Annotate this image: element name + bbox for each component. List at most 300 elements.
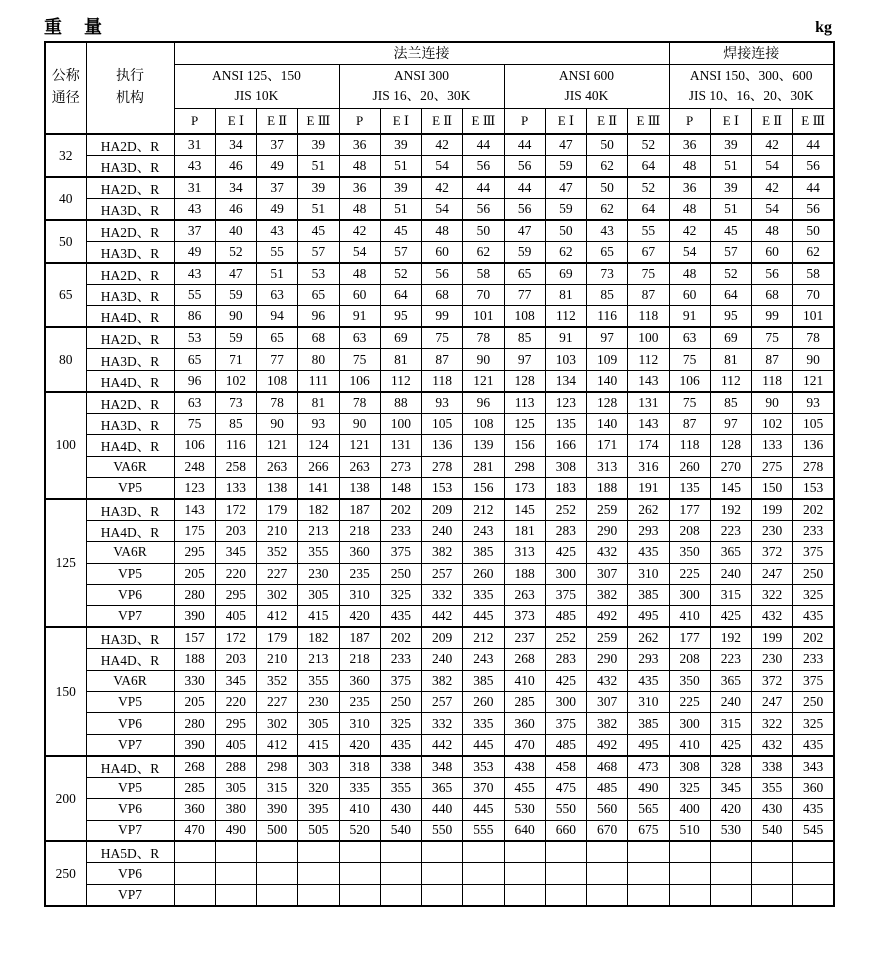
value-cell: 432 [587,542,628,563]
actuator-header-line1: 执行 [116,69,144,85]
value-cell: 39 [298,134,339,156]
table-row [45,649,834,670]
value-cell: 475 [545,777,586,798]
value-cell: 181 [504,520,545,541]
value-cell: 40 [215,220,256,242]
value-cell: 202 [380,499,421,521]
value-cell: 118 [628,306,669,328]
actuator-cell: VP5 [86,692,174,713]
value-cell: 43 [174,156,215,178]
value-cell: 375 [380,542,421,563]
value-cell: 60 [422,242,463,264]
value-cell: 73 [587,263,628,285]
value-cell: 365 [422,777,463,798]
value-cell: 75 [422,327,463,349]
actuator-cell: HA2D、R [86,263,174,285]
value-cell: 240 [422,649,463,670]
value-cell: 124 [298,435,339,456]
value-cell: 485 [545,606,586,627]
value-cell: 308 [545,456,586,477]
value-cell: 372 [752,542,793,563]
value-cell: 302 [257,585,298,606]
value-cell [752,884,793,905]
weight-table [44,41,835,907]
value-cell: 64 [628,156,669,178]
value-cell: 108 [504,306,545,328]
value-cell: 182 [298,499,339,521]
value-cell: 280 [174,585,215,606]
actuator-cell: HA4D、R [86,370,174,392]
value-cell: 150 [752,477,793,498]
value-cell: 270 [710,456,751,477]
value-cell: 455 [504,777,545,798]
value-cell: 56 [793,156,834,178]
value-cell: 227 [257,563,298,584]
value-cell: 87 [752,349,793,370]
value-cell: 56 [422,263,463,285]
value-cell: 73 [215,392,256,414]
value-cell: 50 [545,220,586,242]
value-cell: 143 [628,370,669,392]
value-cell [215,863,256,884]
value-cell [380,884,421,905]
value-cell: 233 [380,649,421,670]
value-cell: 218 [339,520,380,541]
value-cell: 48 [339,199,380,221]
value-cell: 85 [215,413,256,434]
value-cell: 44 [463,177,504,199]
value-cell: 243 [463,520,504,541]
column-header: P [669,108,710,134]
value-cell: 69 [545,263,586,285]
value-cell: 670 [587,820,628,841]
value-cell: 210 [257,649,298,670]
table-row [45,177,834,199]
value-cell: 410 [504,670,545,691]
diameter-cell: 40 [45,177,86,220]
value-cell: 352 [257,670,298,691]
value-cell [504,884,545,905]
value-cell: 51 [380,199,421,221]
value-cell: 550 [545,799,586,820]
value-cell: 213 [298,520,339,541]
value-cell: 382 [422,670,463,691]
value-cell: 305 [215,777,256,798]
value-cell [669,863,710,884]
actuator-cell: HA3D、R [86,242,174,264]
value-cell [587,863,628,884]
value-cell: 179 [257,627,298,649]
table-row [45,606,834,627]
value-cell: 78 [793,327,834,349]
value-cell: 318 [339,756,380,778]
value-cell: 307 [587,563,628,584]
actuator-cell: HA2D、R [86,327,174,349]
actuator-cell: HA4D、R [86,435,174,456]
table-row [45,263,834,285]
value-cell: 315 [257,777,298,798]
value-cell: 330 [174,670,215,691]
diameter-cell: 150 [45,627,86,755]
value-cell: 37 [257,177,298,199]
value-cell: 141 [298,477,339,498]
value-cell: 48 [669,156,710,178]
value-cell: 310 [628,692,669,713]
value-cell [257,841,298,863]
value-cell: 332 [422,585,463,606]
value-cell: 67 [628,242,669,264]
column-header: E Ⅱ [587,108,628,134]
value-cell: 415 [298,606,339,627]
value-cell: 485 [545,734,586,755]
value-cell: 68 [298,327,339,349]
actuator-cell: HA3D、R [86,199,174,221]
column-header: E Ⅱ [422,108,463,134]
value-cell: 59 [545,156,586,178]
value-cell: 390 [174,734,215,755]
value-cell: 395 [298,799,339,820]
value-cell: 48 [339,263,380,285]
value-cell: 300 [545,563,586,584]
value-cell: 157 [174,627,215,649]
value-cell: 77 [257,349,298,370]
value-cell: 133 [752,435,793,456]
value-cell: 495 [628,606,669,627]
actuator-cell: VP6 [86,713,174,734]
value-cell: 174 [628,435,669,456]
value-cell: 209 [422,627,463,649]
value-cell: 263 [504,585,545,606]
value-cell: 385 [628,713,669,734]
value-cell: 133 [215,477,256,498]
value-cell: 305 [298,585,339,606]
value-cell: 235 [339,692,380,713]
value-cell: 300 [545,692,586,713]
value-cell: 31 [174,177,215,199]
value-cell [545,841,586,863]
value-cell: 75 [174,413,215,434]
value-cell: 68 [422,285,463,306]
value-cell: 335 [463,713,504,734]
value-cell: 505 [298,820,339,841]
weld-connection-header: 焊接连接 [669,42,834,64]
value-cell: 125 [504,413,545,434]
value-cell: 560 [587,799,628,820]
value-cell: 39 [710,177,751,199]
table-row [45,156,834,178]
value-cell: 266 [298,456,339,477]
value-cell: 42 [422,134,463,156]
actuator-cell: VP7 [86,820,174,841]
value-cell: 335 [339,777,380,798]
value-cell: 420 [339,734,380,755]
value-cell: 49 [257,156,298,178]
value-cell: 375 [793,670,834,691]
value-cell: 128 [587,392,628,414]
value-cell: 555 [463,820,504,841]
value-cell: 227 [257,692,298,713]
value-cell [339,863,380,884]
value-cell: 77 [504,285,545,306]
value-cell: 473 [628,756,669,778]
value-cell: 48 [422,220,463,242]
value-cell: 51 [710,156,751,178]
value-cell: 172 [215,499,256,521]
value-cell: 220 [215,692,256,713]
value-cell: 97 [710,413,751,434]
value-cell: 42 [669,220,710,242]
value-cell [669,841,710,863]
value-cell: 173 [504,477,545,498]
value-cell: 54 [752,156,793,178]
value-cell: 345 [215,670,256,691]
actuator-cell: HA2D、R [86,220,174,242]
value-cell: 252 [545,499,586,521]
nominal-diameter-line2: 通径 [51,91,80,106]
value-cell: 87 [422,349,463,370]
value-cell: 86 [174,306,215,328]
value-cell: 182 [298,627,339,649]
value-cell: 355 [298,670,339,691]
value-cell: 435 [380,606,421,627]
value-cell: 203 [215,649,256,670]
value-cell: 280 [174,713,215,734]
value-cell: 343 [793,756,834,778]
value-cell: 435 [793,606,834,627]
value-cell: 202 [380,627,421,649]
value-cell: 390 [257,799,298,820]
actuator-header-line2: 机构 [116,91,144,106]
table-row [45,392,834,414]
table-row [45,756,834,778]
value-cell: 352 [257,542,298,563]
value-cell: 62 [587,199,628,221]
value-cell: 420 [339,606,380,627]
value-cell [587,841,628,863]
table-row [45,327,834,349]
value-cell: 153 [793,477,834,498]
value-cell: 300 [669,713,710,734]
table-row [45,734,834,755]
value-cell: 308 [669,756,710,778]
table-row [45,349,834,370]
value-cell: 48 [339,156,380,178]
value-cell: 99 [422,306,463,328]
value-cell: 135 [545,413,586,434]
value-cell: 235 [339,563,380,584]
value-cell: 106 [174,435,215,456]
value-cell: 415 [298,734,339,755]
value-cell [422,884,463,905]
column-header: P [504,108,545,134]
value-cell: 300 [669,585,710,606]
value-cell: 325 [793,585,834,606]
table-row [45,134,834,156]
value-cell: 315 [710,713,751,734]
value-cell [380,863,421,884]
value-cell: 56 [793,199,834,221]
table-row [45,627,834,649]
value-cell: 90 [257,413,298,434]
value-cell: 262 [628,627,669,649]
value-cell: 382 [587,585,628,606]
value-cell: 230 [752,520,793,541]
value-cell: 65 [587,242,628,264]
value-cell: 88 [380,392,421,414]
column-header: E Ⅲ [628,108,669,134]
value-cell: 303 [298,756,339,778]
value-cell: 500 [257,820,298,841]
value-cell [628,863,669,884]
value-cell: 445 [463,606,504,627]
diameter-cell: 250 [45,841,86,905]
value-cell: 143 [628,413,669,434]
value-cell: 34 [215,177,256,199]
value-cell: 425 [710,606,751,627]
value-cell: 65 [257,327,298,349]
value-cell [174,863,215,884]
value-cell: 93 [298,413,339,434]
value-cell: 140 [587,413,628,434]
value-cell: 106 [669,370,710,392]
page-title: 重 量 [44,17,104,37]
value-cell: 123 [174,477,215,498]
value-cell: 101 [463,306,504,328]
value-cell: 136 [793,435,834,456]
value-cell [463,841,504,863]
value-cell: 62 [463,242,504,264]
value-cell: 140 [587,370,628,392]
value-cell: 62 [587,156,628,178]
value-cell: 54 [339,242,380,264]
value-cell: 205 [174,692,215,713]
value-cell [339,884,380,905]
actuator-cell: HA5D、R [86,841,174,863]
value-cell [215,841,256,863]
value-cell: 44 [504,134,545,156]
value-cell: 58 [793,263,834,285]
value-cell: 52 [380,263,421,285]
value-cell: 293 [628,520,669,541]
value-cell: 81 [710,349,751,370]
value-cell: 485 [587,777,628,798]
value-cell [215,884,256,905]
column-header: E Ⅱ [752,108,793,134]
value-cell: 259 [587,627,628,649]
value-cell: 298 [504,456,545,477]
value-cell: 315 [710,585,751,606]
value-cell: 75 [339,349,380,370]
value-cell: 660 [545,820,586,841]
value-cell: 111 [298,370,339,392]
value-cell: 375 [793,542,834,563]
value-cell: 48 [669,263,710,285]
value-cell: 63 [669,327,710,349]
value-cell: 260 [463,563,504,584]
value-cell: 45 [710,220,751,242]
value-cell: 325 [380,585,421,606]
value-cell: 36 [339,134,380,156]
value-cell: 240 [710,563,751,584]
value-cell: 75 [669,349,710,370]
value-cell: 530 [710,820,751,841]
diameter-cell: 50 [45,220,86,263]
value-cell: 101 [793,306,834,328]
value-cell: 118 [669,435,710,456]
value-cell: 57 [380,242,421,264]
value-cell: 203 [215,520,256,541]
value-cell: 191 [628,477,669,498]
diameter-cell: 125 [45,499,86,627]
value-cell: 328 [710,756,751,778]
value-cell: 225 [669,563,710,584]
value-cell: 283 [545,649,586,670]
actuator-cell: VP5 [86,563,174,584]
unit-label: kg [815,19,832,36]
table-row [45,777,834,798]
value-cell: 42 [752,177,793,199]
value-cell: 81 [380,349,421,370]
table-body [45,134,834,906]
value-cell: 94 [257,306,298,328]
value-cell: 240 [422,520,463,541]
value-cell: 405 [215,734,256,755]
value-cell [463,884,504,905]
value-cell: 520 [339,820,380,841]
value-cell: 295 [215,713,256,734]
value-cell: 285 [174,777,215,798]
value-cell: 202 [793,499,834,521]
actuator-cell: HA3D、R [86,349,174,370]
value-cell: 78 [339,392,380,414]
value-cell: 43 [174,263,215,285]
value-cell: 260 [669,456,710,477]
value-cell: 313 [504,542,545,563]
value-cell: 375 [545,585,586,606]
value-cell [174,884,215,905]
value-cell: 212 [463,499,504,521]
value-cell: 550 [422,820,463,841]
value-cell: 540 [752,820,793,841]
value-cell: 64 [628,199,669,221]
diameter-cell: 80 [45,327,86,391]
value-cell: 435 [793,734,834,755]
value-cell: 135 [669,477,710,498]
value-cell: 432 [752,606,793,627]
actuator-cell: VA6R [86,670,174,691]
value-cell: 365 [710,670,751,691]
value-cell: 322 [752,585,793,606]
value-cell: 121 [793,370,834,392]
value-cell: 56 [463,156,504,178]
value-cell: 295 [215,585,256,606]
value-cell: 166 [545,435,586,456]
value-cell: 243 [463,649,504,670]
value-cell: 59 [545,199,586,221]
value-cell: 230 [298,563,339,584]
value-cell: 99 [752,306,793,328]
value-cell: 225 [669,692,710,713]
value-cell: 310 [628,563,669,584]
value-cell: 425 [545,542,586,563]
value-cell: 81 [298,392,339,414]
value-cell: 258 [215,456,256,477]
value-cell: 375 [380,670,421,691]
value-cell [422,841,463,863]
value-cell: 440 [422,799,463,820]
value-cell: 263 [339,456,380,477]
table-row [45,585,834,606]
